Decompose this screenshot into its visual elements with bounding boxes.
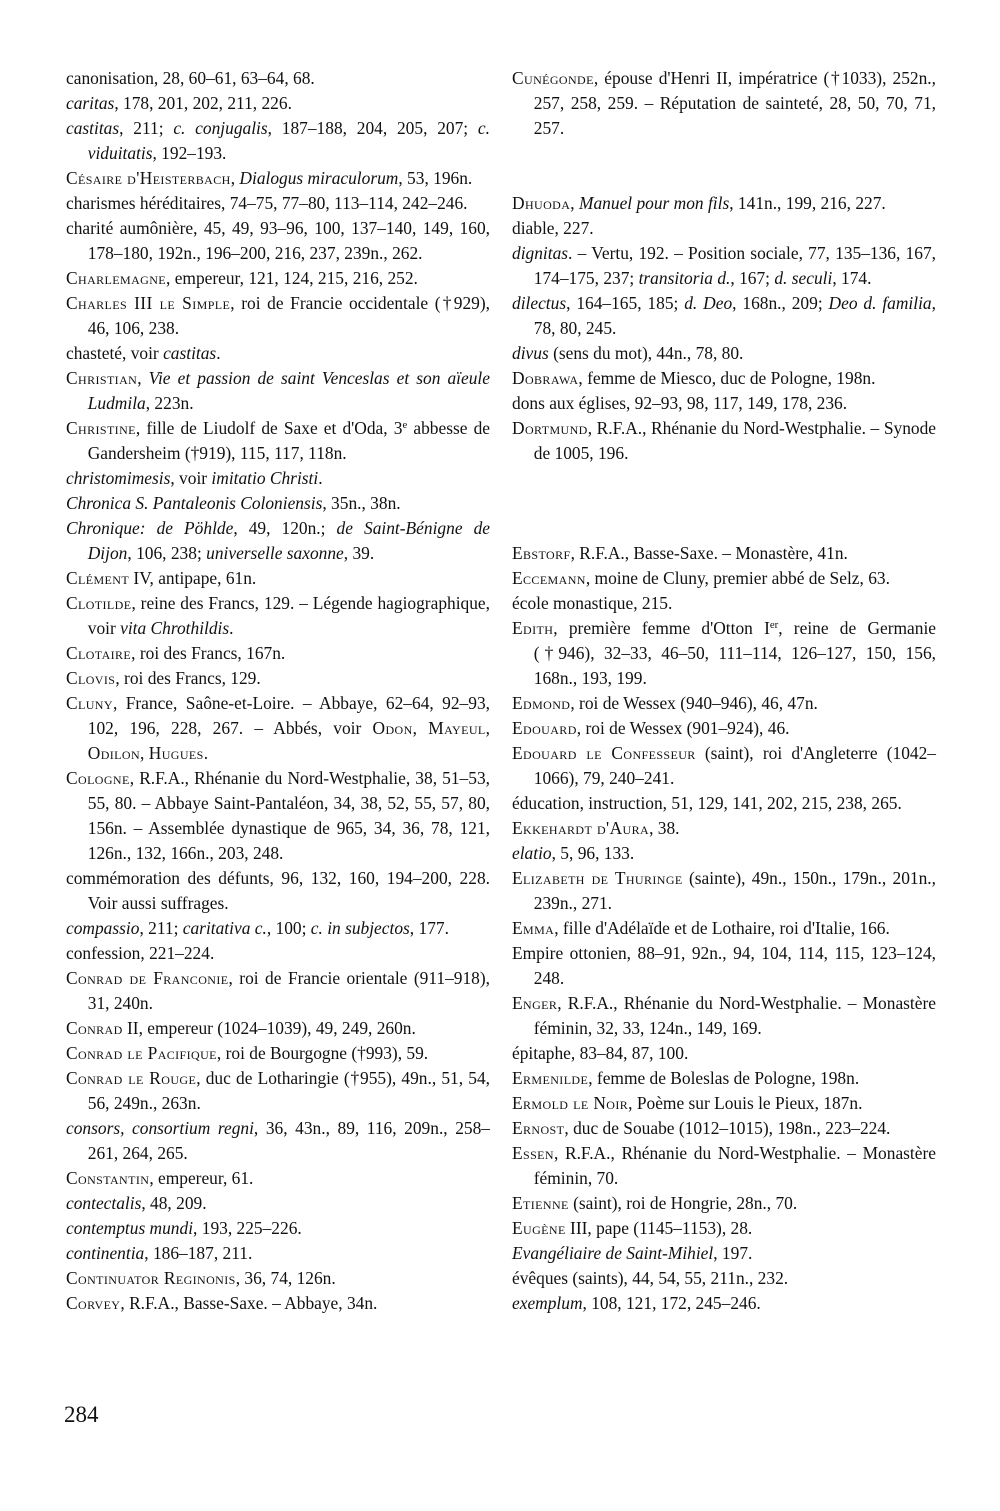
index-entry: Edouard, roi de Wessex (901–924), 46. [512,718,790,738]
section-gap [512,491,936,516]
index-entry: Ermenilde, femme de Boleslas de Pologne, 198n. [512,1068,860,1088]
index-entry: dons aux églises, 92–93, 98, 117, 149, 178, 236. [512,393,848,413]
index-entry: consors, consortium regni, 36, 43n., 89, 116, 209n., 258–261, 264, 265. [66,1118,490,1163]
index-entry: Emma, fille d'Adélaïde et de Lothaire, roi d'Italie, 166. [512,918,890,938]
index-entry: confession, 221–224. [66,943,215,963]
index-entry: canonisation, 28, 60–61, 63–64, 68. [66,68,315,88]
index-entry: Edith, première femme d'Otton Ier, reine de Germanie (†946), 32–33, 46–50, 111–114, 126–127, 150, 156, 168n., 193, 199. [512,618,937,688]
index-entry: Clovis, roi des Francs, 129. [66,668,261,688]
index-entry: épitaphe, 83–84, 87, 100. [512,1043,689,1063]
section-gap [512,466,936,491]
index-entry: elatio, 5, 96, 133. [512,843,635,863]
index-entry: Essen, R.F.A., Rhénanie du Nord-Westphalie. – Monastère féminin, 70. [512,1143,936,1188]
index-entry: Constantin, empereur, 61. [66,1168,254,1188]
section-gap [512,141,936,166]
index-entry: compassio, 211; caritativa c., 100; c. in subjectos, 177. [66,918,449,938]
index-column-left [66,66,490,1316]
index-entry: Conrad le Pacifique, roi de Bourgogne (†993), 59. [66,1043,429,1063]
index-entry: caritas, 178, 201, 202, 211, 226. [66,93,292,113]
index-entry: Cunégonde, épouse d'Henri II, impératrice (†1033), 252n., 257, 258, 259. – Réputation de sainteté, 28, 50, 70, 71, 257. [512,68,936,138]
index-entry: charité aumônière, 45, 49, 93–96, 100, 137–140, 149, 160, 178–180, 192n., 196–200, 216, 237, 239n., 262. [66,218,490,263]
section-gap [512,166,936,191]
index-entry: charismes héréditaires, 74–75, 77–80, 113–114, 242–246. [66,193,468,213]
index-entry: Ernost, duc de Souabe (1012–1015), 198n., 223–224. [512,1118,891,1138]
index-entry: Clotaire, roi des Francs, 167n. [66,643,286,663]
index-entry: école monastique, 215. [512,593,673,613]
index-entry: christomimesis, voir imitatio Christi. [66,468,323,488]
index-entry: Etienne (saint), roi de Hongrie, 28n., 70. [512,1193,798,1213]
index-entry: Conrad II, empereur (1024–1039), 49, 249, 260n. [66,1018,416,1038]
index-entry: Corvey, R.F.A., Basse-Saxe. – Abbaye, 34n. [66,1293,378,1313]
index-entry: Ermold le Noir, Poème sur Louis le Pieux, 187n. [512,1093,863,1113]
index-entry: Ekkehardt d'Aura, 38. [512,818,680,838]
index-entry: Continuator Reginonis, 36, 74, 126n. [66,1268,336,1288]
index-entry: Charlemagne, empereur, 121, 124, 215, 216, 252. [66,268,418,288]
index-entry: dignitas. – Vertu, 192. – Position sociale, 77, 135–136, 167, 174–175, 237; transitoria d., 167; d. seculi, 174. [512,243,936,288]
index-entry: chasteté, voir castitas. [66,343,221,363]
index-entry: Clément IV, antipape, 61n. [66,568,257,588]
index-entry: Elizabeth de Thuringe (sainte), 49n., 150n., 179n., 201n., 239n., 271. [512,868,936,913]
index-entry: Césaire d'Heisterbach, Dialogus miraculorum, 53, 196n. [66,168,473,188]
index-entry: Conrad le Rouge, duc de Lotharingie (†955), 49n., 51, 54, 56, 249n., 263n. [66,1068,490,1113]
index-entry: Eccemann, moine de Cluny, premier abbé de Selz, 63. [512,568,890,588]
index-entry: divus (sens du mot), 44n., 78, 80. [512,343,744,363]
index-entry: Dhuoda, Manuel pour mon fils, 141n., 199, 216, 227. [512,193,886,213]
index-entry: Dortmund, R.F.A., Rhénanie du Nord-Westphalie. – Synode de 1005, 196. [512,418,936,463]
page-number: 284 [64,1402,99,1427]
index-entry: Edmond, roi de Wessex (940–946), 46, 47n. [512,693,818,713]
index-entry: Ebstorf, R.F.A., Basse-Saxe. – Monastère, 41n. [512,543,848,563]
index-entry: Conrad de Franconie, roi de Francie orientale (911–918), 31, 240n. [66,968,490,1013]
index-entry: Empire ottonien, 88–91, 92n., 94, 104, 114, 115, 123–124, 248. [512,943,936,988]
index-column-right [512,66,936,1316]
index-entry: Enger, R.F.A., Rhénanie du Nord-Westphalie. – Monastère féminin, 32, 33, 124n., 149, 169. [512,993,936,1038]
index-entry: continentia, 186–187, 211. [66,1243,253,1263]
index-entry: Clotilde, reine des Francs, 129. – Légende hagiographique, voir vita Chrothildis. [66,593,490,638]
index-entry: Eugène III, pape (1145–1153), 28. [512,1218,753,1238]
index-entry: dilectus, 164–165, 185; d. Deo, 168n., 209; Deo d. familia, 78, 80, 245. [512,293,936,338]
index-entry: castitas, 211; c. conjugalis, 187–188, 204, 205, 207; c. viduitatis, 192–193. [66,118,490,163]
index-entry: Evangéliaire de Saint-Mihiel, 197. [512,1243,753,1263]
index-entry: contemptus mundi, 193, 225–226. [66,1218,302,1238]
index-entry: Chronica S. Pantaleonis Coloniensis, 35n., 38n. [66,493,401,513]
index-entry: Cologne, R.F.A., Rhénanie du Nord-Westphalie, 38, 51–53, 55, 80. – Abbaye Saint-Pantaléon, 34, 38, 52, 55, 57, 80, 156n. – Assemblée dynastique de 965, 34, 36, 78, 121, 126n., 132, 166n., 203, 248. [66,768,490,863]
index-entry: éducation, instruction, 51, 129, 141, 202, 215, 238, 265. [512,793,902,813]
index-entry: Chronique: de Pöhlde, 49, 120n.; de Saint-Bénigne de Dijon, 106, 238; universelle saxonne, 39. [66,518,490,563]
index-entry: exemplum, 108, 121, 172, 245–246. [512,1293,761,1313]
index-entry: Cluny, France, Saône-et-Loire. – Abbaye, 62–64, 92–93, 102, 196, 228, 267. – Abbés, voir Odon, Mayeul, Odilon, Hugues. [66,693,490,763]
index-entry: Edouard le Confesseur (saint), roi d'Angleterre (1042–1066), 79, 240–241. [512,743,936,788]
index-entry: Dobrawa, femme de Miesco, duc de Pologne, 198n. [512,368,876,388]
section-gap [512,516,936,541]
index-entry: Charles III le Simple, roi de Francie occidentale (†929), 46, 106, 238. [66,293,490,338]
index-entry: diable, 227. [512,218,594,238]
index-entry: contectalis, 48, 209. [66,1193,207,1213]
index-entry: Christian, Vie et passion de saint Venceslas et son aïeule Ludmila, 223n. [66,368,490,413]
index-entry: Christine, fille de Liudolf de Saxe et d'Oda, 3e abbesse de Gandersheim (†919), 115, 117, 118n. [66,418,490,463]
index-entry: commémoration des défunts, 96, 132, 160, 194–200, 228. Voir aussi suffrages. [66,868,490,913]
index-entry: évêques (saints), 44, 54, 55, 211n., 232. [512,1268,789,1288]
